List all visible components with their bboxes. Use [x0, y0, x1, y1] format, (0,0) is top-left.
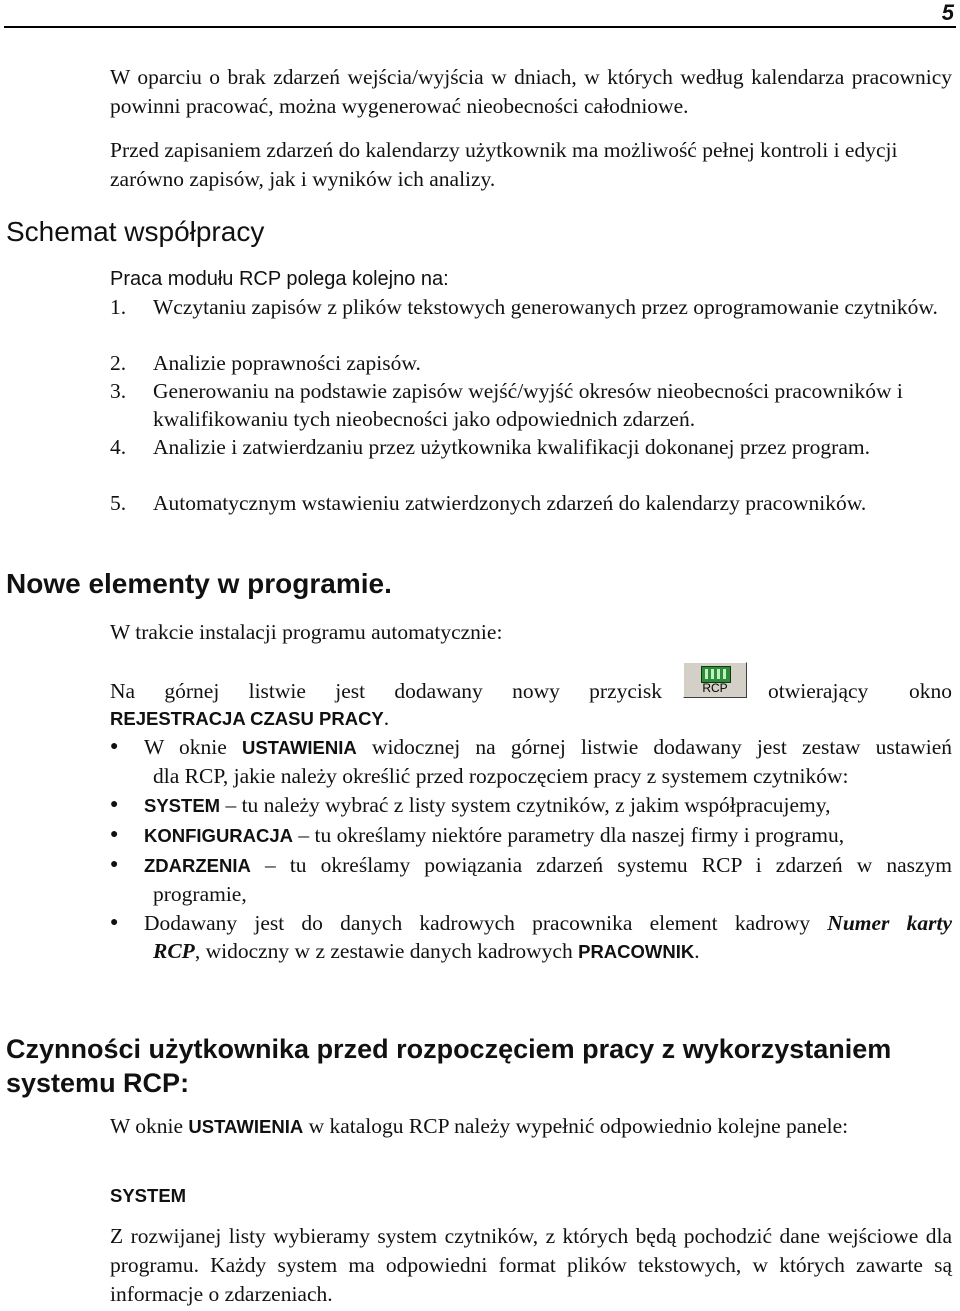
section-heading-nowe: Nowe elementy w programie. [6, 568, 392, 599]
header-rule [4, 26, 956, 28]
list-number: 3. [110, 379, 127, 403]
list-number: 1. [110, 295, 127, 319]
button-line-before: Na górnej listwie jest dodawany nowy przycisk [110, 679, 662, 703]
bullet-item: ● W oknie USTAWIENIA widocznej na górnej listwie dodawany jest zestaw ustawień dla RCP, jakie należy określić przed rozpoczęciem pracy z systemem czytników: [110, 735, 953, 788]
keyword-system: SYSTEM [144, 795, 221, 816]
element-name-numer-karty: Numer karty [827, 911, 952, 935]
bullet-icon: ● [110, 915, 119, 930]
section-heading-czynnosci: Czynności użytkownika przed rozpoczęciem pracy z wykorzystaniem systemu RCP: [6, 1034, 892, 1098]
bullet-item: ● KONFIGURACJA – tu określamy niektóre parametry dla naszej firmy i programu, [110, 823, 845, 847]
list-item [110, 489, 952, 517]
list-text: Automatycznym wstawieniu zatwierdzonych zdarzeń do kalendarzy pracowników. [153, 491, 867, 515]
section-heading-schemat: Schemat współpracy [6, 216, 265, 247]
nowe-lead: W trakcie instalacji programu automatycznie: [110, 620, 503, 644]
rcp-toolbar-button[interactable] [683, 662, 747, 698]
rcp-window-period: . [383, 706, 390, 730]
page-number: 5 [941, 0, 954, 25]
element-name-rcp: RCP [153, 939, 195, 963]
bullet-item: ● ZDARZENIA – tu określamy powiązania zdarzeń systemu RCP i zdarzeń w naszym programie, [110, 853, 952, 906]
keyword-konfiguracja: KONFIGURACJA [144, 825, 294, 846]
rcp-button-label: RCP [702, 681, 728, 695]
list-text: Analizie i zatwierdzaniu przez użytkownika kwalifikacji dokonanej przez program. [153, 435, 870, 459]
list-number: 5. [110, 491, 127, 515]
bullet-item: ● Dodawany jest do danych kadrowych pracownika element kadrowy Numer karty RCP, widoczny w z zestawie danych kadrowych PRACOWNIK. [110, 911, 952, 963]
bullet-icon: ● [110, 739, 119, 754]
button-line-after: otwierający okno [768, 679, 952, 703]
intro-paragraph-1: W oparciu o brak zdarzeń wejścia/wyjścia w dniach, w których według kalendarza pracownicy powinni pracować, można wygenerować nieobecności całodniowe. [110, 65, 952, 118]
keyword-zdarzenia: ZDARZENIA [144, 855, 251, 876]
schemat-lead: Praca modułu RCP polega kolejno na: [110, 268, 449, 290]
list-item [110, 349, 952, 377]
bullet-item: ● SYSTEM – tu należy wybrać z listy system czytników, z jakim współpracujemy, [110, 793, 831, 817]
list-text: Wczytaniu zapisów z plików tekstowych generowanych przez oprogramowanie czytników. [153, 295, 938, 319]
subheading-system: SYSTEM [110, 1185, 187, 1206]
list-item [110, 293, 952, 321]
intro-paragraph-2: Przed zapisaniem zdarzeń do kalendarzy użytkownik ma możliwość pełnej kontroli i edycji zarówno zapisów, jak i wyników ich analizy. [110, 138, 898, 191]
keyword-pracownik: PRACOWNIK [578, 941, 695, 962]
rcp-window-line [110, 705, 389, 732]
list-number: 2. [110, 351, 127, 375]
list-item [110, 377, 952, 433]
list-text: Generowaniu na podstawie zapisów wejść/wyjść okresów nieobecności pracowników i kwalifikowaniu tych nieobecności jako odpowiednich zdarzeń. [153, 379, 903, 431]
czynnosci-paragraph-2: Z rozwijanej listy wybieramy system czytników, z których będą pochodzić dane wejściowe dla programu. Każdy system ma odpowiedni format plików tekstowych, w których zawarte są informacje o zdarzeniach. [110, 1224, 952, 1306]
keyword-ustawienia: USTAWIENIA [241, 737, 357, 758]
list-text: Analizie poprawności zapisów. [153, 351, 421, 375]
bullet-icon: ● [110, 797, 119, 812]
rcp-window-name: REJESTRACJA CZASU PRACY [110, 708, 384, 729]
list-item [110, 433, 952, 461]
czynnosci-paragraph-1: W oknie USTAWIENIA w katalogu RCP należy wypełnić odpowiednio kolejne panele: [110, 1114, 849, 1138]
list-number: 4. [110, 435, 127, 459]
bullet-icon: ● [110, 827, 119, 842]
bullet-icon: ● [110, 857, 119, 872]
keyword-ustawienia: USTAWIENIA [188, 1116, 304, 1137]
